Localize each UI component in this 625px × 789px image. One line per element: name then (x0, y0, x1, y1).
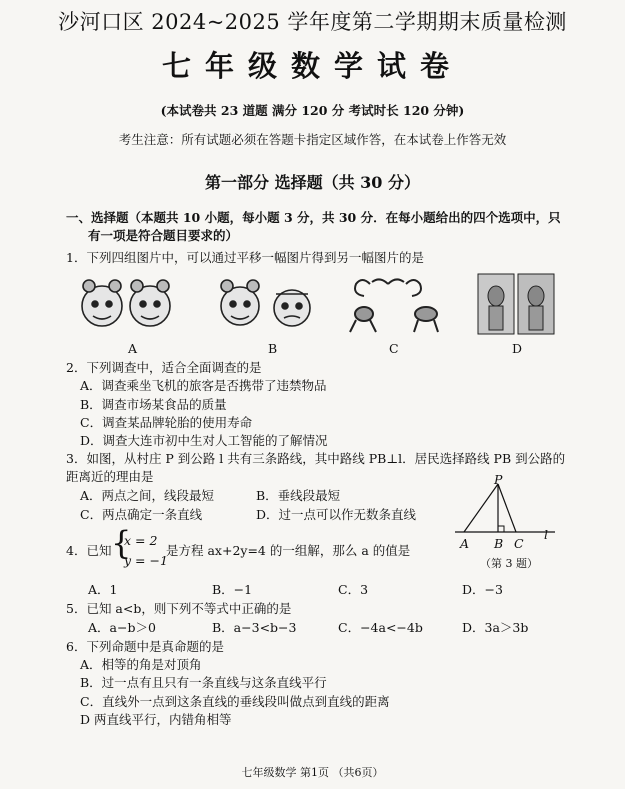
exam-info: (本试卷共 23 道题 满分 120 分 考试时长 120 分钟) (160, 103, 465, 118)
q6-option-d: D 两直线平行，内错角相等 (80, 712, 232, 727)
q1-label-a: A (128, 341, 138, 356)
q3-option-c: C．两点确定一条直线 (80, 507, 203, 522)
q1-images (80, 272, 570, 342)
q3-label-a: A (460, 536, 470, 551)
q4-brace: { (111, 524, 132, 562)
q5-stem: 5．已知 a<b，则下列不等式中正确的是 (66, 601, 292, 616)
q3-label-b: B (494, 536, 504, 551)
q2-option-a: A．调查乘坐飞机的旅客是否携带了违禁物品 (80, 378, 327, 393)
q4-suffix: 是方程 ax+2y=4 的一组解，那么 a 的值是 (166, 543, 411, 558)
q3-right-angle-mark (498, 526, 504, 532)
q3-segment-pa (464, 484, 498, 532)
q3-label-p: P (494, 472, 503, 487)
q4-equation-2: y = −1 (124, 553, 168, 568)
q3-label-l: l (544, 527, 548, 542)
q3-option-b: B．垂线段最短 (256, 488, 341, 503)
q1-label-b: B (268, 341, 278, 356)
exam-notice: 考生注意：所有试题必须在答题卡指定区域作答，在本试卷上作答无效 (118, 132, 507, 147)
q2-option-d: D．调查大连市初中生对人工智能的了解情况 (80, 433, 328, 448)
q2-stem: 2．下列调查中，适合全面调查的是 (66, 360, 262, 375)
exam-title: 沙河口区 2024~2025 学年度第二学期期末质量检测 (58, 10, 567, 34)
q4-option-b: B．−1 (212, 582, 253, 597)
subject-title: 七年级数学试卷 (161, 49, 463, 83)
q1-image-b (221, 280, 310, 326)
q2-option-b: B．调查市场某食品的质量 (80, 397, 227, 412)
q5-option-b: B．a−3<b−3 (212, 620, 297, 635)
q1-image-c (350, 279, 438, 332)
q4-prefix: 4．已知 (66, 543, 112, 558)
page-footer: 七年级数学 第1页 （共6页） (241, 766, 384, 779)
q5-option-d: D．3a＞3b (462, 620, 529, 635)
q6-option-a: A．相等的角是对顶角 (80, 657, 202, 672)
q4-option-a: A．1 (88, 582, 118, 597)
q3-stem-line1: 3．如图，从村庄 P 到公路 l 共有三条路线，其中路线 PB⊥l．居民选择路线 PB 到公路的 (66, 451, 566, 466)
q3-label-c: C (514, 536, 524, 551)
section1-line2: 有一项是符合题目要求的） (88, 228, 239, 243)
q4-equation-1: x = 2 (124, 533, 158, 548)
q4-option-c: C．3 (338, 582, 369, 597)
q6-option-c: C．直线外一点到这条直线的垂线段叫做点到直线的距离 (80, 694, 390, 709)
q5-option-a: A．a−b＞0 (88, 620, 156, 635)
q3-stem-line2: 距离近的理由是 (66, 469, 154, 484)
q5-option-c: C．−4a<−4b (338, 620, 423, 635)
q6-option-b: B．过一点有且只有一条直线与这条直线平行 (80, 675, 327, 690)
q3-option-a: A．两点之间，线段最短 (80, 488, 215, 503)
q4-option-d: D．−3 (462, 582, 503, 597)
q3-option-d: D．过一点可以作无数条直线 (256, 507, 417, 522)
q2-option-c: C．调查某品牌轮胎的使用寿命 (80, 415, 253, 430)
section1-line1: 一、选择题（本题共 10 小题，每小题 3 分，共 30 分．在每小题给出的四个选项中，只 (66, 210, 561, 225)
q1-image-d (478, 274, 554, 334)
q1-label-c: C (389, 341, 399, 356)
q1-image-a (82, 280, 170, 326)
q1-stem: 1．下列四组图片中，可以通过平移一幅图片得到另一幅图片的是 (66, 250, 424, 265)
q6-stem: 6．下列命题中是真命题的是 (66, 639, 224, 654)
part1-title: 第一部分 选择题（共 30 分） (205, 173, 420, 192)
q3-caption: （第 3 题） (480, 557, 538, 570)
q1-label-d: D (512, 341, 523, 356)
q3-segment-pc (498, 484, 516, 532)
